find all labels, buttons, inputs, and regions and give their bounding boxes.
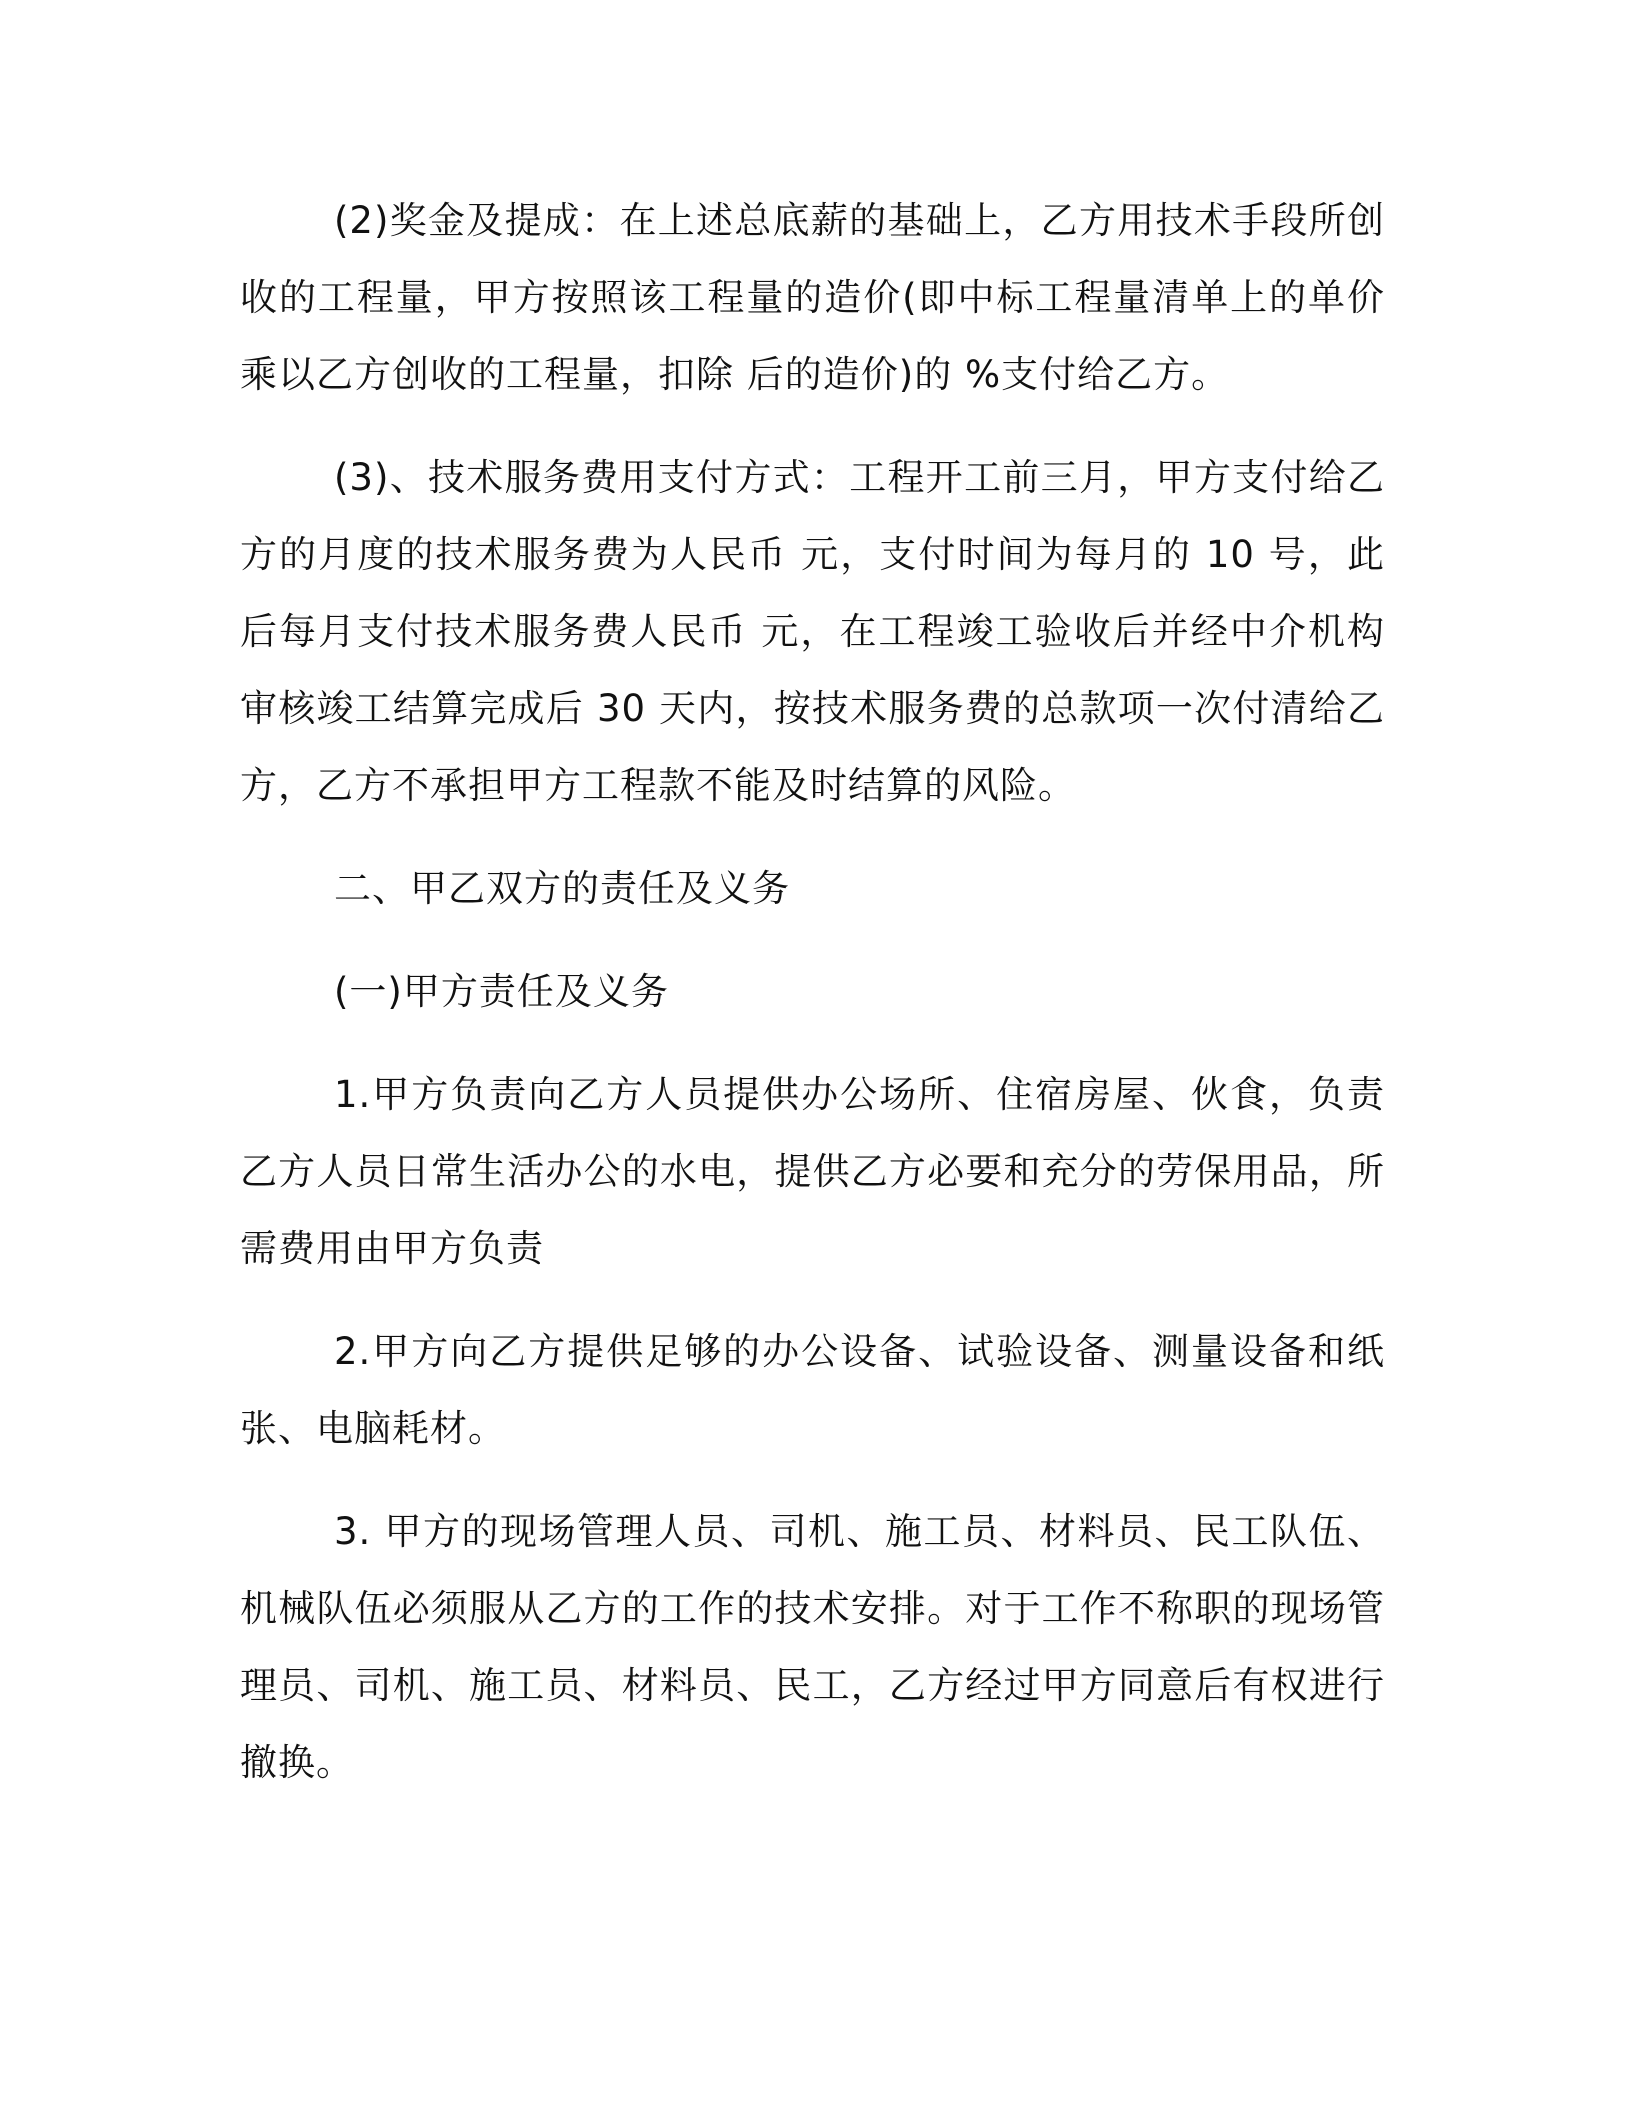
paragraph-item-1: 1.甲方负责向乙方人员提供办公场所、住宿房屋、伙食，负责乙方人员日常生活办公的水电，提供乙方必要和充分的劳保用品，所需费用由甲方负责 [240,1073,1385,1270]
paragraph-payment-method: (3)、技术服务费用支付方式：工程开工前三月，甲方支付给乙方的月度的技术服务费为人民币 元，支付时间为每月的 10 号，此后每月支付技术服务费人民币 元，在工程竣工验收后并经中介机构审核竣工结算完成后 30 天内，按技术服务费的总款项一次付清给乙方，乙方不承担甲方工程款不能及时结算的风险。 [240,456,1385,807]
paragraph-bonus-commission: (2)奖金及提成：在上述总底薪的基础上，乙方用技术手段所创收的工程量，甲方按照该工程量的造价(即中标工程量清单上的单价乘以乙方创收的工程量，扣除 后的造价)的 %支付给乙方。 [240,199,1385,396]
paragraph-item-2: 2.甲方向乙方提供足够的办公设备、试验设备、测量设备和纸张、电脑耗材。 [240,1330,1385,1450]
subsection-heading-party-a: (一)甲方责任及义务 [334,970,669,1013]
section-heading-responsibilities: 二、甲乙双方的责任及义务 [334,867,790,910]
document-body [240,182,1385,1801]
paragraph-item-3: 3. 甲方的现场管理人员、司机、施工员、材料员、民工队伍、机械队伍必须服从乙方的工作的技术安排。对于工作不称职的现场管理员、司机、施工员、材料员、民工，乙方经过甲方同意后有权进行撤换。 [240,1510,1385,1784]
